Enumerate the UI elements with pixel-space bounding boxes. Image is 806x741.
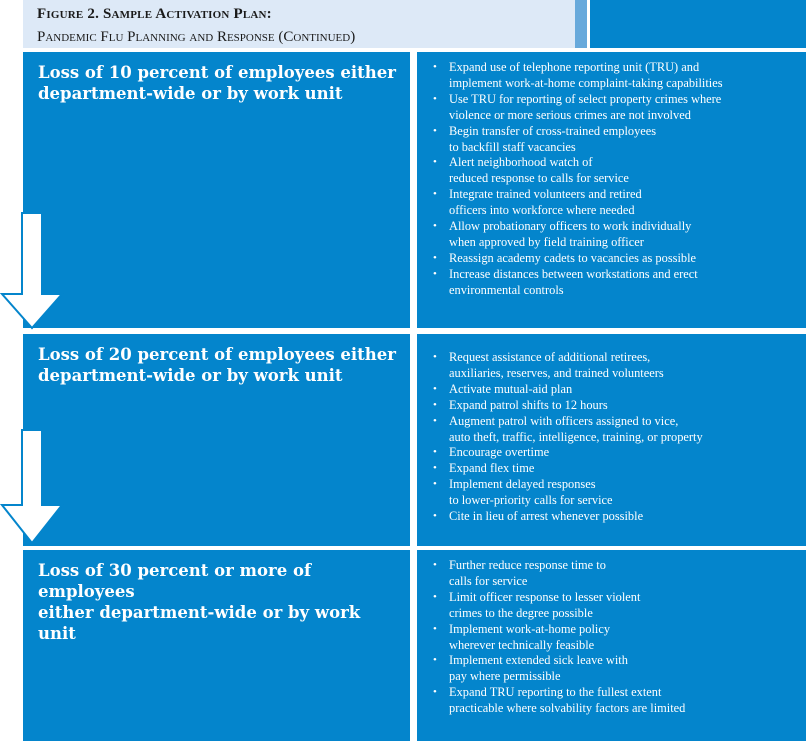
action-item: • Cite in lieu of arrest whenever possible xyxy=(431,509,800,525)
action-item: • Implement delayed responses to lower-priority calls for service xyxy=(431,477,800,509)
action-item: • Further reduce response time to calls for service xyxy=(431,558,800,590)
action-item: • Use TRU for reporting of select property crimes where violence or more serious crimes are not involved xyxy=(431,92,800,124)
loss-level-heading: Loss of 20 percent of employees either department-wide or by work unit xyxy=(38,345,396,385)
action-item: • Expand flex time xyxy=(431,461,800,477)
action-item: • Allow probationary officers to work individually when approved by field training officer xyxy=(431,219,800,251)
actions-list xyxy=(431,558,800,717)
down-arrow-icon xyxy=(0,429,64,547)
actions-panel-30 xyxy=(417,550,806,741)
actions-panel-10 xyxy=(417,52,806,328)
action-item: • Expand patrol shifts to 12 hours xyxy=(431,398,800,414)
loss-level-heading: Loss of 10 percent of employees either department-wide or by work unit xyxy=(38,63,396,103)
header-right-block xyxy=(590,0,806,48)
action-item: • Integrate trained volunteers and retired officers into workforce where needed xyxy=(431,187,800,219)
action-item: • Encourage overtime xyxy=(431,445,800,461)
action-item: • Request assistance of additional retirees, auxiliaries, reserves, and trained volunteers xyxy=(431,350,800,382)
loss-level-panel-10 xyxy=(23,52,410,328)
actions-list xyxy=(431,60,800,299)
actions-list xyxy=(431,350,800,525)
action-item: • Reassign academy cadets to vacancies as possible xyxy=(431,251,800,267)
action-item: • Activate mutual-aid plan xyxy=(431,382,800,398)
action-item: • Increase distances between workstations and erect environmental controls xyxy=(431,267,800,299)
action-item: • Alert neighborhood watch of reduced response to calls for service xyxy=(431,155,800,187)
actions-panel-20 xyxy=(417,334,806,546)
action-item: • Limit officer response to lesser violent crimes to the degree possible xyxy=(431,590,800,622)
down-arrow-icon xyxy=(0,212,64,330)
action-item: • Implement extended sick leave with pay where permissible xyxy=(431,653,800,685)
header-accent-strip xyxy=(575,0,587,48)
action-item: • Expand TRU reporting to the fullest extent practicable where solvability factors are limited xyxy=(431,685,800,717)
loss-level-panel-20 xyxy=(23,334,410,546)
action-item: • Augment patrol with officers assigned to vice, auto theft, traffic, intelligence, training, or property xyxy=(431,414,800,446)
action-item: • Begin transfer of cross-trained employees to backfill staff vacancies xyxy=(431,124,800,156)
figure-subtitle: Pandemic Flu Planning and Response (Continued) xyxy=(37,29,356,45)
figure-header xyxy=(23,0,575,48)
action-item: • Implement work-at-home policy wherever technically feasible xyxy=(431,622,800,654)
loss-level-panel-30 xyxy=(23,550,410,741)
action-item: • Expand use of telephone reporting unit (TRU) and implement work-at-home complaint-taking capabilities xyxy=(431,60,800,92)
figure-title: Figure 2. Sample Activation Plan: xyxy=(37,6,272,22)
loss-level-heading: Loss of 30 percent or more of employees either department-wide or by work unit xyxy=(38,561,361,643)
